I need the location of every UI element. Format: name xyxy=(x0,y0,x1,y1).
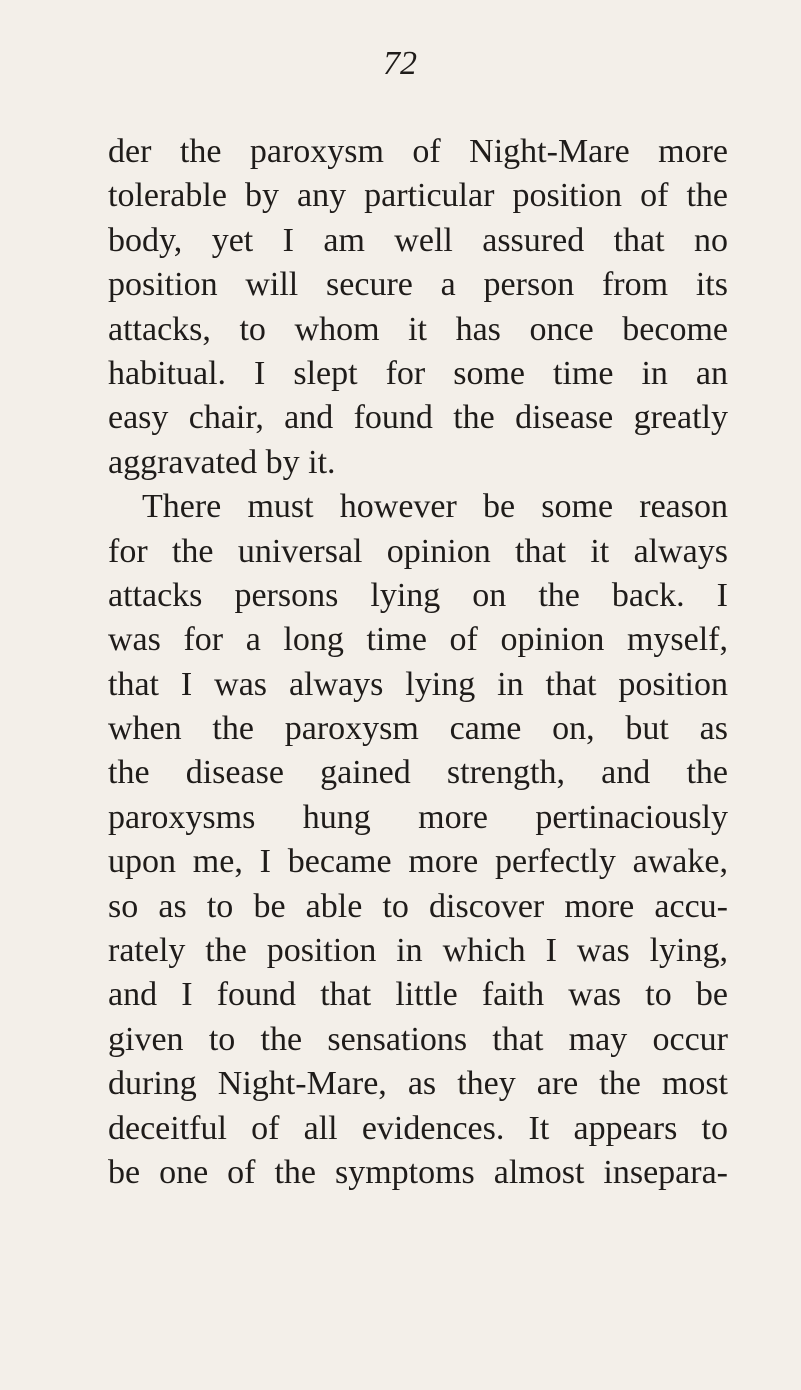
text-line: for the universal opinion that it always xyxy=(108,532,728,570)
text-line: upon me, I became more perfectly awake, xyxy=(108,843,728,881)
page-number: 72 xyxy=(383,45,417,82)
text-line: given to the sensations that may occur xyxy=(108,1020,728,1058)
text-line: easy chair, and found the disease greatly xyxy=(108,399,728,437)
text-line: when the paroxysm came on, but as xyxy=(108,710,728,748)
text-line: that I was always lying in that position xyxy=(108,665,728,703)
text-line: and I found that little faith was to be xyxy=(108,976,728,1014)
text-line: attacks, to whom it has once become xyxy=(108,310,728,348)
text-line: position will secure a person from its xyxy=(108,266,728,304)
text-line: the disease gained strength, and the xyxy=(108,754,728,792)
text-line-paragraph-start: There must however be some reason xyxy=(142,488,728,526)
text-line: rately the position in which I was lying, xyxy=(108,932,728,970)
text-line: paroxysms hung more pertinaciously xyxy=(108,798,728,836)
text-line: tolerable by any particular position of the xyxy=(108,177,728,215)
text-line: attacks persons lying on the back. I xyxy=(108,576,728,614)
body-text xyxy=(108,130,728,1195)
text-line-paragraph-end: aggravated by it. xyxy=(108,443,336,481)
text-line: body, yet I am well assured that no xyxy=(108,221,728,259)
text-line: during Night-Mare, as they are the most xyxy=(108,1065,728,1103)
text-line: habitual. I slept for some time in an xyxy=(108,354,728,392)
text-line: der the paroxysm of Night-Mare more xyxy=(108,133,728,170)
text-line: was for a long time of opinion myself, xyxy=(108,621,728,659)
text-line: so as to be able to discover more accu- xyxy=(108,887,728,925)
text-line: deceitful of all evidences. It appears to xyxy=(108,1109,728,1147)
text-line: be one of the symptoms almost insepara- xyxy=(108,1153,728,1191)
